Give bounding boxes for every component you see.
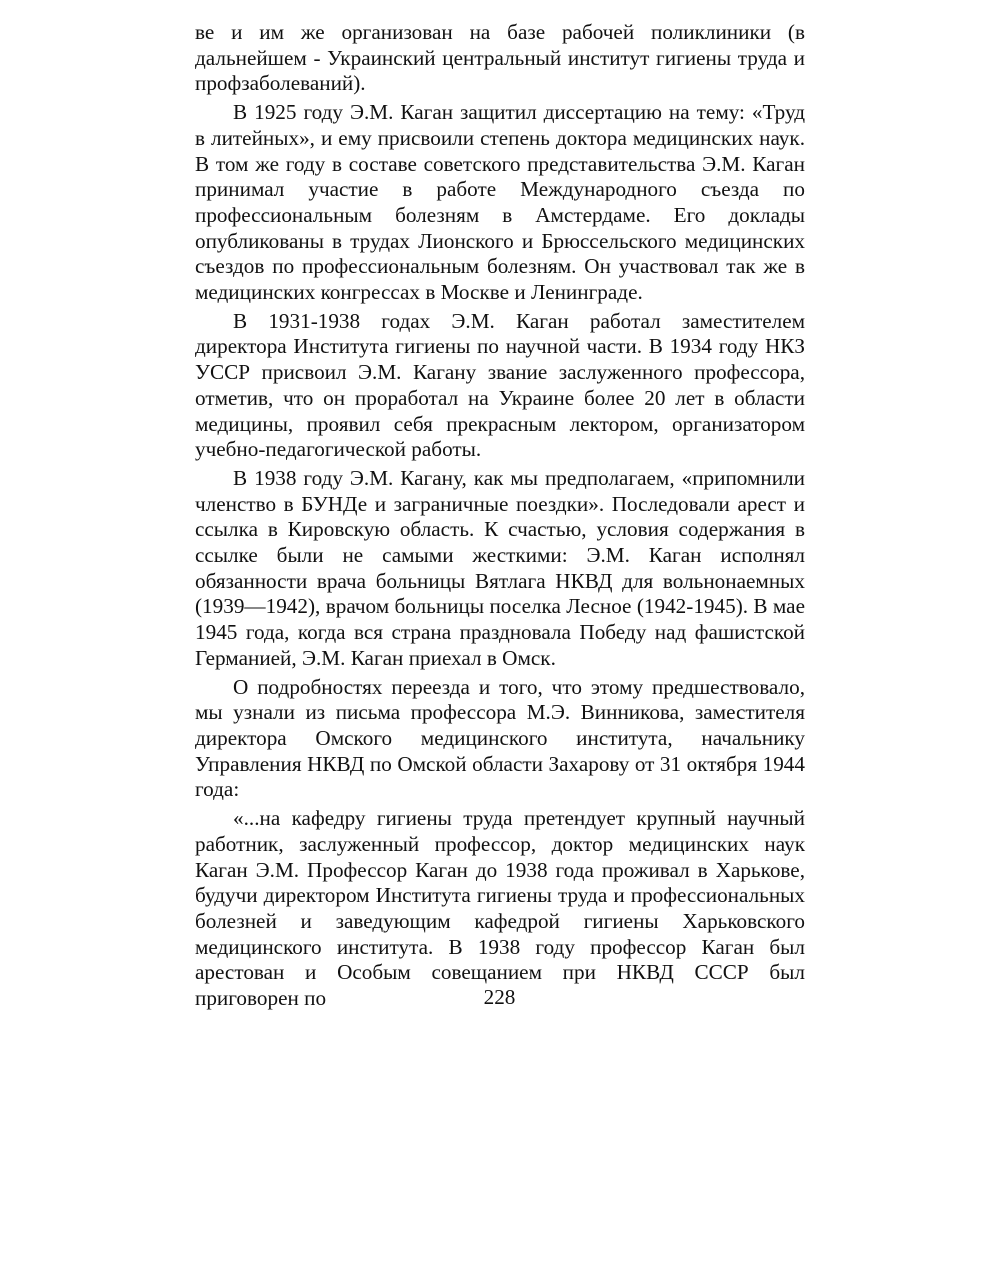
- paragraph: ве и им же организован на базе рабочей поликлиники (в дальнейшем - Украинский центральный институт гигиены труда и профзаболеваний).: [195, 20, 805, 96]
- page-body: [195, 20, 805, 1015]
- paragraph: В 1938 году Э.М. Кагану, как мы предполагаем, «припомнили членство в БУНДе и заграничные поездки». Последовали арест и ссылка в Кировскую область. К счастью, условия содержания в ссылке были не самыми жесткими: Э.М. Каган исполнял обязанности врача больницы Вятлага НКВД для вольнонаемных (1939—1942), врачом больницы поселка Лесное (1942-1945). В мае 1945 года, когда вся страна праздновала Победу над фашистской Германией, Э.М. Каган приехал в Омск.: [195, 465, 805, 670]
- paragraph: В 1931-1938 годах Э.М. Каган работал заместителем директора Института гигиены по научной части. В 1934 году НКЗ УССР присвоил Э.М. Кагану звание заслуженного профессора, отметив, что он проработал на Украине более 20 лет в области медицины, проявил себя прекрасным лектором, организатором учебно-педагогической работы.: [195, 308, 805, 462]
- page-number: 228: [483, 985, 516, 1009]
- paragraph: «...на кафедру гигиены труда претендует крупный научный работник, заслуженный профессор, доктор медицинских наук Каган Э.М. Профессор Каган до 1938 года проживал в Харькове, будучи директором Института гигиены труда и профессиональных болезней и заведующим кафедрой гигиены Харьковского медицинского института. В 1938 году профессор Каган был арестован и Особым совещанием при НКВД СССР был приговорен по: [195, 806, 805, 1011]
- paragraph: В 1925 году Э.М. Каган защитил диссертацию на тему: «Труд в литейных», и ему присвоили степень доктора медицинских наук. В том же году в составе советского представительства Э.М. Каган принимал участие в работе Международного съезда по профессиональным болезням в Амстердаме. Его доклады опубликованы в трудах Лионского и Брюссельского медицинских съездов по профессиональным болезням. Он участвовал так же в медицинских конгрессах в Москве и Ленинграде.: [195, 100, 805, 305]
- paragraph: О подробностях переезда и того, что этому предшествовало, мы узнали из письма профессора М.Э. Винникова, заместителя директора Омского медицинского института, начальнику Управления НКВД по Омской области Захарову от 31 октября 1944 года:: [195, 674, 805, 802]
